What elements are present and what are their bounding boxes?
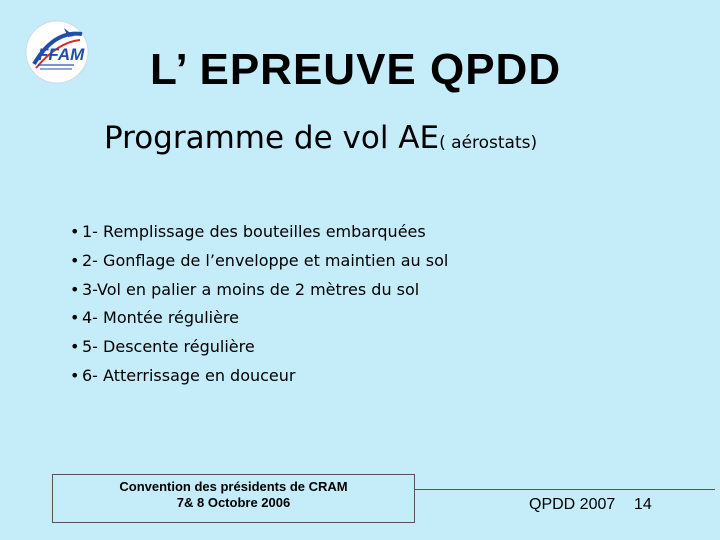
footer-divider (415, 489, 715, 490)
list-item (70, 276, 448, 305)
footer-line-1: Convention des présidents de CRAM (119, 479, 348, 494)
bullet: • (70, 365, 80, 385)
list-item-text: 4- Montée régulière (82, 308, 239, 328)
subtitle-small: ( aérostats) (439, 133, 538, 153)
bullet: • (70, 222, 80, 241)
footer-line-2: 7& 8 Octobre 2006 (176, 495, 291, 510)
program-list (70, 218, 448, 391)
footer-convention-box (52, 474, 415, 523)
ffam-logo (24, 20, 90, 84)
list-item (70, 333, 448, 362)
list-item (70, 304, 448, 333)
slide-subtitle (104, 118, 537, 163)
ffam-logo-text: FFAM (38, 45, 85, 64)
list-item-text: 5- Descente régulière (82, 337, 255, 357)
page-number: 14 (634, 496, 652, 513)
list-item (70, 247, 448, 276)
bullet: • (70, 250, 80, 270)
ffam-logo-graphic (24, 20, 90, 84)
list-item-text: 6- Atterrissage en douceur (82, 365, 296, 385)
list-item (70, 362, 448, 391)
list-item-text: 3-Vol en palier a moins de 2 mètres du sol (82, 279, 420, 299)
list-item-text: 2- Gonflage de l’enveloppe et maintien au sol (82, 250, 449, 270)
bullet: • (70, 337, 80, 357)
bullet: • (70, 308, 80, 328)
bullet: • (70, 279, 80, 299)
slide-title: L’ EPREUVE QPDD (150, 45, 562, 94)
list-item-text: 1- Remplissage des bouteilles embarquées (82, 222, 426, 241)
subtitle-main: Programme de vol AE (104, 120, 440, 156)
list-item (70, 218, 448, 247)
footer-reference: QPDD 2007 (529, 496, 616, 513)
